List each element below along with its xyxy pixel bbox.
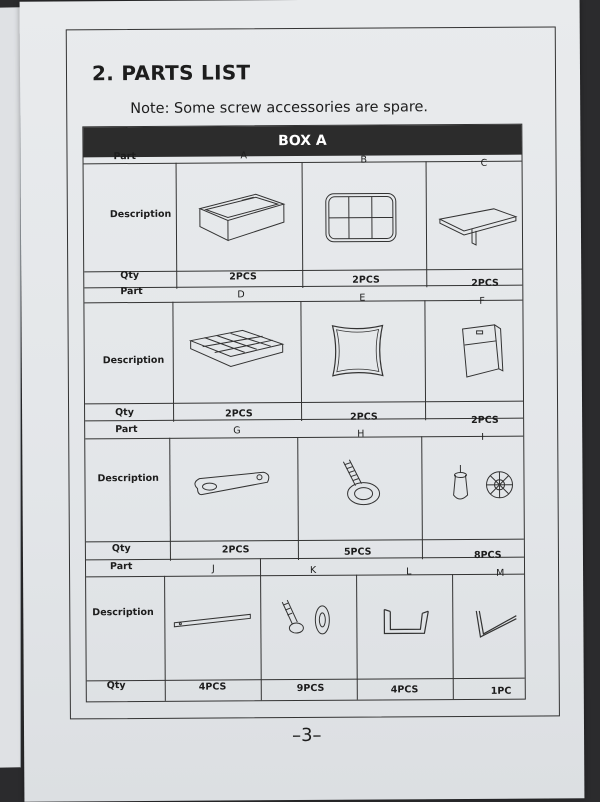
qty-value: 4PCS	[198, 681, 227, 693]
qty-value: 2PCS	[350, 411, 378, 423]
section-note: Note: Some screw accessories are spare.	[130, 99, 429, 118]
rule	[300, 301, 302, 421]
qty-label: Qty	[120, 269, 140, 282]
part-letter: D	[237, 289, 245, 301]
adjacent-page	[0, 7, 21, 768]
qty-value: 2PCS	[352, 274, 380, 286]
rule	[86, 557, 524, 561]
part-letter: J	[211, 563, 215, 575]
part-letter: A	[240, 150, 248, 162]
rule	[424, 300, 426, 420]
rule	[426, 161, 428, 287]
part-letter: K	[310, 564, 317, 576]
part-label: Part	[109, 561, 133, 573]
seat-panel-icon	[436, 205, 520, 256]
bolt-and-washer-icon	[276, 596, 340, 642]
description-label: Description	[97, 472, 159, 485]
qty-value: 2PCS	[221, 544, 250, 556]
leg-and-washer-icon	[443, 461, 517, 509]
rule	[85, 401, 523, 405]
part-label: Part	[115, 424, 138, 436]
rule	[85, 436, 523, 440]
drawer-frame-icon	[196, 188, 288, 247]
rule	[172, 302, 174, 422]
description-label: Description	[92, 606, 154, 619]
rule	[452, 574, 454, 699]
rule	[164, 576, 166, 701]
part-letter: F	[479, 295, 485, 307]
rule	[421, 436, 423, 559]
backrest-panel-icon	[459, 321, 505, 383]
part-letter: C	[480, 157, 488, 169]
qty-value: 1PC	[490, 685, 512, 697]
part-letter: M	[496, 567, 505, 579]
part-letter: L	[406, 566, 412, 578]
qty-label: Qty	[106, 680, 126, 692]
qty-value: 8PCS	[473, 549, 502, 561]
box-title: BOX A	[83, 125, 521, 158]
qty-value: 2PCS	[471, 414, 499, 426]
description-label: Description	[109, 208, 172, 221]
rule	[169, 438, 171, 561]
rule	[86, 574, 524, 578]
bolt-with-washer-icon	[333, 456, 383, 514]
qty-value: 5PCS	[343, 546, 372, 558]
rule	[297, 437, 299, 560]
rule	[176, 163, 178, 289]
part-letter: E	[359, 292, 366, 304]
qty-label: Qty	[115, 407, 134, 419]
part-letter: B	[360, 154, 368, 166]
qty-value: 9PCS	[296, 682, 325, 695]
allen-key-icon	[470, 601, 520, 643]
rule	[356, 575, 358, 700]
pillow-icon	[327, 319, 389, 381]
rule	[86, 539, 524, 543]
qty-value: 2PCS	[471, 277, 499, 289]
rule	[84, 300, 522, 304]
rule	[260, 558, 262, 700]
qty-label: Qty	[111, 543, 131, 555]
connector-plate-icon	[189, 468, 273, 501]
metal-bar-icon	[170, 608, 254, 633]
qty-value: 2PCS	[225, 408, 253, 420]
parts-table	[82, 124, 526, 703]
manual-page	[20, 0, 585, 802]
part-label: Part	[120, 285, 143, 298]
rule	[302, 162, 304, 288]
part-letter: I	[481, 431, 485, 443]
part-letter: H	[357, 428, 365, 440]
section-title: 2. PARTS LIST	[91, 60, 251, 86]
rule	[87, 678, 525, 682]
cushion-tray-icon	[185, 324, 289, 379]
tufted-cushion-icon	[322, 187, 402, 249]
qty-value: 4PCS	[390, 684, 419, 696]
part-letter: G	[233, 425, 241, 437]
qty-value: 2PCS	[229, 271, 257, 283]
rule	[85, 418, 523, 422]
part-label: Part	[113, 151, 136, 163]
u-bracket-icon	[376, 599, 434, 643]
description-label: Description	[102, 354, 165, 367]
page-number: –3–	[291, 724, 322, 747]
